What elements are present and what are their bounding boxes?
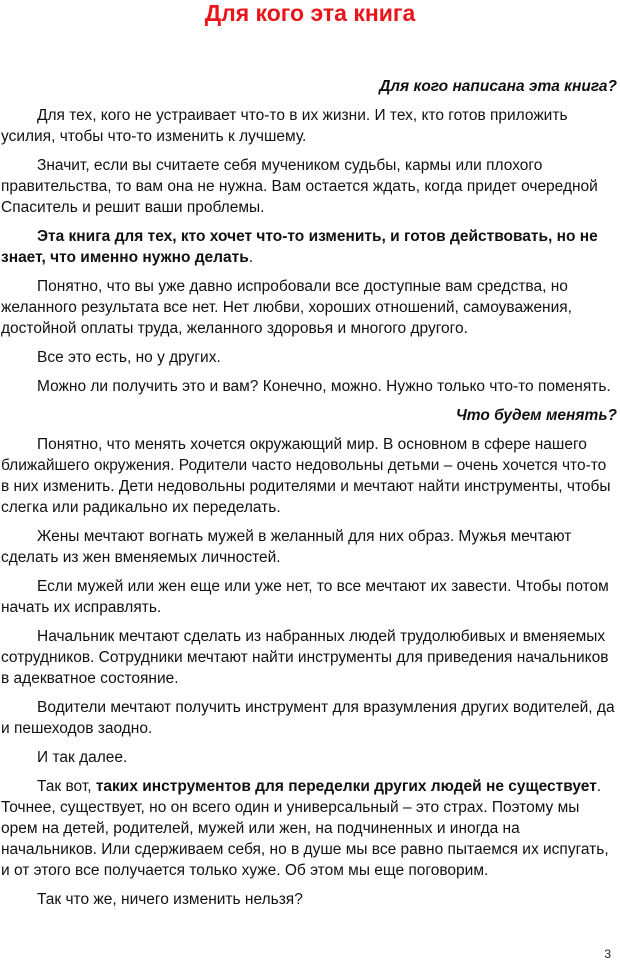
page-content: [1, 76, 617, 918]
paragraph-12: И так далее.: [37, 749, 128, 766]
paragraph-7: Понятно, что менять хочется окружающий мир. В основном в сфере нашего ближайшего окружения. Родители часто недовольны детьми – очень хочется что-то в них изменить. Дети недовольны родителями и мечтают найти инструменты, чтобы слегка или радикально их переделать.: [1, 436, 611, 516]
page-title: Для кого эта книга: [204, 0, 416, 26]
paragraph-3-bold: Эта книга для тех, кто хочет что-то изменить, и готов действовать, но не знает, что именно нужно делать: [1, 228, 598, 266]
section-heading-for-whom: Для кого написана эта книга?: [379, 78, 617, 95]
paragraph-3: [1, 226, 617, 268]
section-heading-what-to-change: Что будем менять?: [455, 407, 617, 424]
paragraph-8: Жены мечтают вогнать мужей в желанный для них образ. Мужья мечтают сделать из жен вменяемых личностей.: [1, 528, 572, 566]
paragraph-13-start: Так вот,: [37, 778, 96, 795]
paragraph-11: Водители мечтают получить инструмент для вразумления других водителей, да и пешеходов заодно.: [1, 699, 615, 737]
paragraph-9: Если мужей или жен еще или уже нет, то все мечтают их завести. Чтобы потом начать их исправлять.: [1, 578, 609, 616]
paragraph-13-end: . Точнее, существует, но он всего один и универсальный – это страх. Поэтому мы орем на детей, родителей, мужей или жен, на подчиненных и иногда на начальников. Или сдерживаем себя, но в душе мы все равно пытаемся их испугать, и от этого все получается только хуже. Об этом мы еще поговорим.: [1, 778, 609, 879]
paragraph-3-end: .: [248, 249, 254, 266]
paragraph-2: Значит, если вы считаете себя мучеником судьбы, кармы или плохого правительства, то вам она не нужна. Вам остается ждать, когда придет очередной Спаситель и решит ваши проблемы.: [1, 157, 598, 216]
page-number: 3: [604, 947, 611, 961]
paragraph-4: Понятно, что вы уже давно испробовали все доступные вам средства, но желанного результата все нет. Нет любви, хороших отношений, самоуважения, достойной оплаты труда, желанного здоровья и многого другого.: [1, 278, 572, 337]
paragraph-14: Так что же, ничего изменить нельзя?: [37, 891, 303, 908]
paragraph-1: Для тех, кого не устраивает что-то в их жизни. И тех, кто готов приложить усилия, чтобы что-то изменить к лучшему.: [1, 107, 568, 145]
paragraph-13-bold: таких инструментов для переделки других людей не существует: [95, 778, 597, 795]
paragraph-6: Можно ли получить это и вам? Конечно, можно. Нужно только что-то поменять.: [37, 378, 611, 395]
paragraph-10: Начальник мечтают сделать из набранных людей трудолюбивых и вменяемых сотрудников. Сотрудники мечтают найти инструменты для приведения начальников в адекватное состояние.: [1, 628, 609, 687]
paragraph-5: Все это есть, но у других.: [37, 349, 221, 366]
paragraph-13: [1, 776, 617, 881]
